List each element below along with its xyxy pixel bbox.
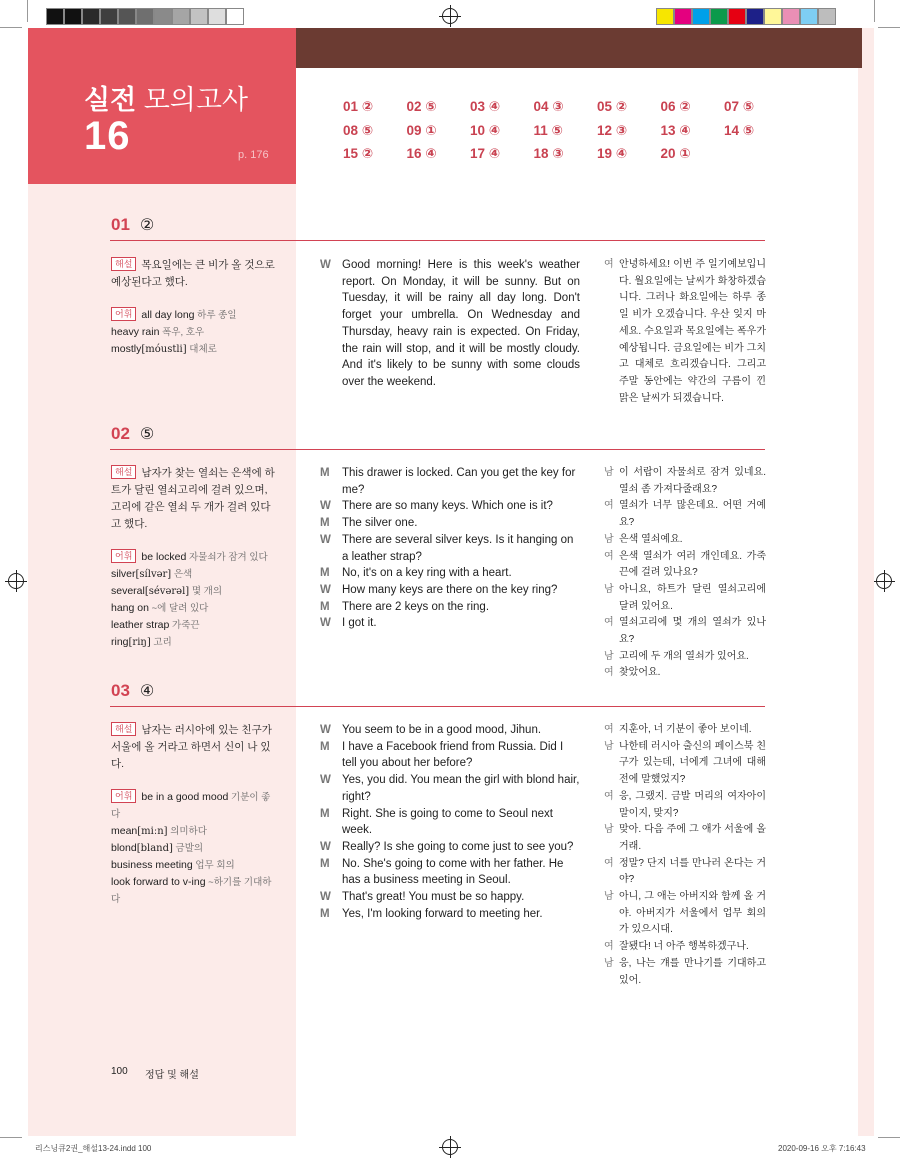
vocab-meaning: 하루 종일 <box>194 310 237 321</box>
speaker-label-ko: 여 <box>604 667 614 679</box>
vocab-term: several <box>111 585 145 597</box>
vocab-term: silver <box>111 568 136 580</box>
translation-line <box>604 856 766 889</box>
translation-text: 나한테 러시아 출신의 페이스북 친구가 있는데, 너에게 그녀에 대해 전에 말했었지? <box>619 740 766 786</box>
test-number: 16 <box>84 114 131 158</box>
color-swatch <box>818 8 836 25</box>
vocab-meaning: 은색 <box>171 569 193 580</box>
dialog-text: There are 2 keys on the ring. <box>342 600 490 613</box>
vocab-term: business meeting <box>111 859 193 871</box>
crop-mark <box>27 0 28 22</box>
answer-item: 10 ④ <box>470 122 501 138</box>
explanation-02 <box>111 465 279 651</box>
translation-text: 안녕하세요! 이번 주 일기예보입니다. 월요일에는 날씨가 화창하겠습니다. 그러나 화요일에는 하루 종일 비가 오겠습니다. 우산 잊지 마세요. 수요일과 목요일에는 폭우가 예상됩니다. 금요일에는 비가 그치고 대체로 흐리겠습니다. 그리고 주말 동안에는 약간의 구름이 낀 맑은 날씨가 되겠습니다. <box>619 259 766 404</box>
speaker-label-ko: 여 <box>604 550 614 562</box>
translation-text: 응, 나는 걔를 만나기를 기대하고 있어. <box>619 957 766 986</box>
speaker-label-ko: 여 <box>604 259 614 270</box>
explanation-text: 목요일에는 큰 비가 올 것으로 예상된다고 했다. <box>111 259 275 288</box>
dialog-line <box>320 839 580 856</box>
explanation-text: 남자가 찾는 열쇠는 은색에 하트가 달린 열쇠고리에 걸려 있으며, 고리에 같은 열쇠 두 개가 걸려 있다고 했다. <box>111 467 275 530</box>
dialog-line <box>320 806 580 839</box>
dialog-text: The silver one. <box>342 517 418 530</box>
section-rule <box>110 240 765 241</box>
answer-item: 04 ③ <box>533 99 564 114</box>
translation-line <box>604 789 766 822</box>
vocab-term: all day long <box>141 309 195 321</box>
dialog-line <box>320 722 580 739</box>
speaker-label: W <box>320 891 331 904</box>
vocab-item <box>111 634 279 651</box>
vocab-item <box>111 823 279 840</box>
dialog-text: How many keys are there on the key ring? <box>342 583 558 596</box>
dialog-line <box>320 739 580 772</box>
translation-line <box>604 582 766 615</box>
dialog-text: This drawer is locked. Can you get the key for me? <box>342 467 576 496</box>
speaker-label: M <box>320 600 330 613</box>
print-slug-file: 리스닝큐2권_해설13-24.indd 100 <box>35 1144 152 1153</box>
translation-text: 고리에 두 개의 열쇠가 있어요. <box>619 650 749 662</box>
vocab-tag: 어휘 <box>111 307 136 321</box>
section-rule <box>110 706 765 707</box>
translation-line <box>604 822 766 855</box>
section-rule <box>110 449 765 450</box>
vocab-term: look forward to v-ing <box>111 876 206 888</box>
dialog-text: There are so many keys. Which one is it? <box>342 500 553 513</box>
speaker-label-ko: 여 <box>604 724 614 735</box>
registration-mark-left <box>8 573 24 589</box>
explanation-tag: 해설 <box>111 257 136 271</box>
vocab-item <box>111 307 279 324</box>
dialog-line <box>320 856 580 889</box>
translation-line <box>604 532 766 549</box>
vocab-list <box>111 307 279 358</box>
dialog-text: Yes, you did. You mean the girl with blond hair, right? <box>342 774 580 803</box>
translation-text: 응, 그랬지. 금발 머리의 여자아이 말이지, 맞지? <box>619 790 766 819</box>
right-margin-tint <box>858 28 874 1136</box>
color-swatch <box>46 8 64 25</box>
answer-item: 05 ② <box>597 99 628 114</box>
speaker-label-ko: 여 <box>604 500 614 512</box>
dialog-text: I have a Facebook friend from Russia. Did I tell you about her before? <box>342 740 564 770</box>
vocab-item <box>111 874 279 908</box>
translation-text: 아니, 그 애는 아버지와 함께 올 거야. 아버지가 서울에서 업무 회의가 있으시대. <box>619 891 766 936</box>
crop-mark <box>874 0 875 22</box>
vocab-meaning: 금발의 <box>172 843 204 854</box>
color-swatch <box>136 8 154 25</box>
speaker-label-ko: 남 <box>604 467 614 478</box>
translation-line <box>604 889 766 939</box>
speaker-label: M <box>320 857 330 870</box>
speaker-label: M <box>320 517 330 530</box>
vocab-list <box>111 789 279 908</box>
vocab-term: blond <box>111 842 137 854</box>
speaker-label-ko: 여 <box>604 857 614 869</box>
vocab-meaning: 가죽끈 <box>169 620 200 631</box>
translation-line <box>604 465 766 498</box>
speaker-label: W <box>320 583 331 596</box>
vocab-meaning: 업무 회의 <box>192 860 235 871</box>
color-swatch <box>190 8 208 25</box>
translation-text: 맞아. 다음 주에 그 애가 서울에 올 거래. <box>619 824 766 852</box>
speaker-label-ko: 남 <box>604 533 614 545</box>
vocab-term: leather strap <box>111 619 170 631</box>
dialog-text: You seem to be in a good mood, Jihun. <box>342 724 542 736</box>
translation-line <box>604 498 766 531</box>
dialog-03 <box>320 722 580 922</box>
vocab-item <box>111 583 279 600</box>
explanation-03 <box>111 722 279 908</box>
dialog-line <box>320 906 580 923</box>
dialog-line <box>320 772 580 805</box>
speaker-label-ko: 남 <box>604 583 614 595</box>
dialog-text: I got it. <box>342 617 377 630</box>
vocab-item <box>111 600 279 617</box>
vocab-meaning: ~에 달려 있다 <box>148 603 209 614</box>
answer-item: 17 ④ <box>470 146 501 161</box>
color-swatch <box>800 8 818 25</box>
dialog-text: No. She's going to come with her father. He has a business meeting in Seoul. <box>342 857 564 887</box>
speaker-label: W <box>320 774 331 787</box>
vocab-phonetic: [sévərəl] <box>144 586 190 597</box>
vocab-term: hang on <box>111 602 149 614</box>
translation-text: 열쇠고리에 몇 개의 열쇠가 있나요? <box>619 617 766 646</box>
explanation-tag: 해설 <box>111 465 136 479</box>
dialog-line <box>320 889 580 906</box>
vocab-meaning: 몇 개의 <box>189 586 222 597</box>
vocab-term: heavy rain <box>111 326 160 338</box>
vocab-tag: 어휘 <box>111 789 136 803</box>
vocab-meaning: ~하기를 기대하다 <box>111 877 272 905</box>
translation-line <box>604 649 766 666</box>
speaker-label: M <box>320 907 330 920</box>
speaker-label-ko: 남 <box>604 891 614 903</box>
translation-line <box>604 739 766 789</box>
header-band <box>296 28 862 68</box>
translation-text: 지훈아, 너 기분이 좋아 보이네. <box>619 724 752 735</box>
answer-item: 09 ① <box>406 122 437 138</box>
color-swatch <box>172 8 190 25</box>
dialog-02 <box>320 465 580 632</box>
answer-item: 16 ④ <box>406 146 437 161</box>
answer-item: 15 ② <box>343 146 374 161</box>
speaker-label: W <box>320 840 331 853</box>
color-swatch <box>82 8 100 25</box>
translation-03 <box>604 722 766 989</box>
vocab-term: mostly <box>111 343 142 355</box>
vocab-meaning: 기분이 좋다 <box>111 792 271 820</box>
vocab-phonetic: [sílvər] <box>135 569 172 580</box>
translation-text: 은색 열쇠예요. <box>619 533 683 545</box>
speaker-label: M <box>320 740 330 753</box>
answer-item: 19 ④ <box>597 146 628 161</box>
registration-mark-bottom <box>442 1139 458 1155</box>
color-swatch <box>692 8 710 25</box>
vocab-phonetic: [riŋ] <box>128 637 151 648</box>
color-swatch <box>118 8 136 25</box>
speaker-label-ko: 남 <box>604 740 614 752</box>
vocab-item <box>111 857 279 874</box>
answer-item: 13 ④ <box>660 122 691 138</box>
translation-text: 은색 열쇠가 여러 개인데요. 가죽끈에 걸려 있나요? <box>619 550 766 579</box>
dialog-text: Right. She is going to come to Seoul next week. <box>342 807 553 837</box>
question-heading-03: 03 ④ <box>111 681 155 700</box>
color-swatch <box>710 8 728 25</box>
speaker-label-ko: 여 <box>604 790 614 802</box>
color-swatch <box>226 8 244 25</box>
speaker-label: M <box>320 807 330 820</box>
translation-text: 찾았어요. <box>619 667 661 679</box>
dialog-line <box>320 257 580 391</box>
dialog-line <box>320 615 580 632</box>
vocab-term: be in a good mood <box>141 791 229 803</box>
vocab-item <box>111 617 279 634</box>
vocab-item <box>111 789 279 823</box>
dialog-text: Really? Is she going to come just to see you? <box>342 840 574 853</box>
vocab-item <box>111 341 279 358</box>
color-swatch <box>782 8 800 25</box>
answer-item: 07 ⑤ <box>724 99 755 114</box>
dialog-01 <box>320 257 580 391</box>
crop-mark <box>878 27 900 28</box>
test-title: 실전 모의고사 <box>84 85 249 115</box>
speaker-label: M <box>320 467 330 479</box>
dialog-line <box>320 582 580 599</box>
page-reference: p. 176 <box>238 149 269 161</box>
vocab-meaning: 대체로 <box>186 344 217 355</box>
translation-02 <box>604 465 766 682</box>
vocab-item <box>111 840 279 857</box>
dialog-text: There are several silver keys. Is it hanging on a leather strap? <box>342 533 574 563</box>
answer-item: 03 ④ <box>470 99 501 114</box>
answer-item: 01 ② <box>343 99 374 114</box>
registration-mark-right <box>876 573 892 589</box>
explanation-text: 남자는 러시아에 있는 친구가 서울에 올 거라고 하면서 신이 나 있다. <box>111 724 272 770</box>
vocab-meaning: 고리 <box>150 637 172 648</box>
translation-line <box>604 956 766 989</box>
dialog-text: That's great! You must be so happy. <box>342 891 525 904</box>
translation-line <box>604 549 766 582</box>
dialog-line <box>320 515 580 532</box>
dialog-text: No, it's on a key ring with a heart. <box>342 567 512 580</box>
crop-mark <box>0 1137 22 1138</box>
vocab-meaning: 자물쇠가 잠겨 있다 <box>186 552 268 563</box>
vocab-list <box>111 549 279 651</box>
color-swatch <box>100 8 118 25</box>
answer-item: 08 ⑤ <box>343 122 374 138</box>
speaker-label-ko: 남 <box>604 957 614 969</box>
explanation-tag: 해설 <box>111 722 136 736</box>
vocab-term: be locked <box>141 551 187 563</box>
dialog-line <box>320 565 580 582</box>
crop-mark <box>878 1137 900 1138</box>
speaker-label: W <box>320 533 331 546</box>
speaker-label: W <box>320 724 331 736</box>
speaker-label: W <box>320 500 331 513</box>
vocab-item <box>111 549 279 566</box>
dialog-line <box>320 532 580 565</box>
vocab-phonetic: [bland] <box>136 843 173 854</box>
translation-text: 아니요, 하트가 달린 열쇠고리에 달려 있어요. <box>619 583 766 612</box>
question-heading-02: 02 ⑤ <box>111 424 155 443</box>
speaker-label: W <box>320 617 331 630</box>
speaker-label-ko: 남 <box>604 824 614 836</box>
vocab-phonetic: [móustli] <box>141 344 187 355</box>
footer-text: 정답 및 해설 <box>145 1070 199 1081</box>
color-swatch <box>674 8 692 25</box>
dialog-line <box>320 465 580 498</box>
speaker-label: W <box>320 259 331 271</box>
color-swatch <box>208 8 226 25</box>
speaker-label-ko: 여 <box>604 941 614 953</box>
translation-line <box>604 615 766 648</box>
vocab-tag: 어휘 <box>111 549 136 563</box>
crop-mark <box>0 27 22 28</box>
registration-mark-top <box>442 8 458 24</box>
dialog-text: Good morning! Here is this week's weather report. On Monday, it will be sunny. But on Tuesday, it will be rainy all day long. Don't forget your umbrella. On Wednesday and Thursday, heavy rain is expected. On Friday, the rain will stop, and it will be mostly cloudy. And it's likely to be sunny with some clouds over the weekend. <box>342 259 580 388</box>
color-swatch <box>64 8 82 25</box>
translation-text: 이 서랍이 자물쇠로 잠겨 있네요. 열쇠 좀 가져다줄래요? <box>619 467 766 495</box>
vocab-meaning: 의미하다 <box>167 826 207 837</box>
print-slug-date: 2020-09-16 오후 7:16:43 <box>778 1144 866 1153</box>
vocab-phonetic: [miːn] <box>137 826 168 837</box>
color-swatch <box>746 8 764 25</box>
color-swatch <box>154 8 172 25</box>
dialog-text: Yes, I'm looking forward to meeting her. <box>342 907 543 920</box>
translation-line <box>604 257 766 407</box>
dialog-line <box>320 599 580 616</box>
vocab-item <box>111 324 279 341</box>
translation-line <box>604 722 766 739</box>
answer-item: 20 ① <box>660 146 691 161</box>
answer-item: 18 ③ <box>533 146 564 161</box>
answer-item: 12 ③ <box>597 122 628 138</box>
translation-line <box>604 665 766 682</box>
page-number: 100 <box>111 1066 128 1077</box>
explanation-01 <box>111 257 279 358</box>
vocab-item <box>111 566 279 583</box>
translation-line <box>604 939 766 956</box>
dialog-line <box>320 498 580 515</box>
translation-text: 열쇠가 너무 많은데요. 어떤 거예요? <box>619 500 766 529</box>
answer-item: 11 ⑤ <box>533 122 563 138</box>
translation-01 <box>604 257 766 407</box>
answer-item: 06 ② <box>660 99 691 114</box>
translation-text: 잘됐다! 너 아주 행복하겠구나. <box>619 941 749 953</box>
speaker-label: M <box>320 567 330 580</box>
speaker-label-ko: 남 <box>604 650 614 662</box>
color-swatch <box>656 8 674 25</box>
question-heading-01: 01 ② <box>111 215 155 234</box>
answer-item: 14 ⑤ <box>724 122 755 138</box>
vocab-term: mean <box>111 825 138 837</box>
color-swatch <box>728 8 746 25</box>
translation-text: 정말? 단지 너를 만나러 온다는 거야? <box>619 857 766 886</box>
vocab-term: ring <box>111 636 129 648</box>
answer-item: 02 ⑤ <box>406 99 437 114</box>
color-swatch <box>764 8 782 25</box>
speaker-label-ko: 여 <box>604 617 614 629</box>
vocab-meaning: 폭우, 호우 <box>159 327 205 338</box>
